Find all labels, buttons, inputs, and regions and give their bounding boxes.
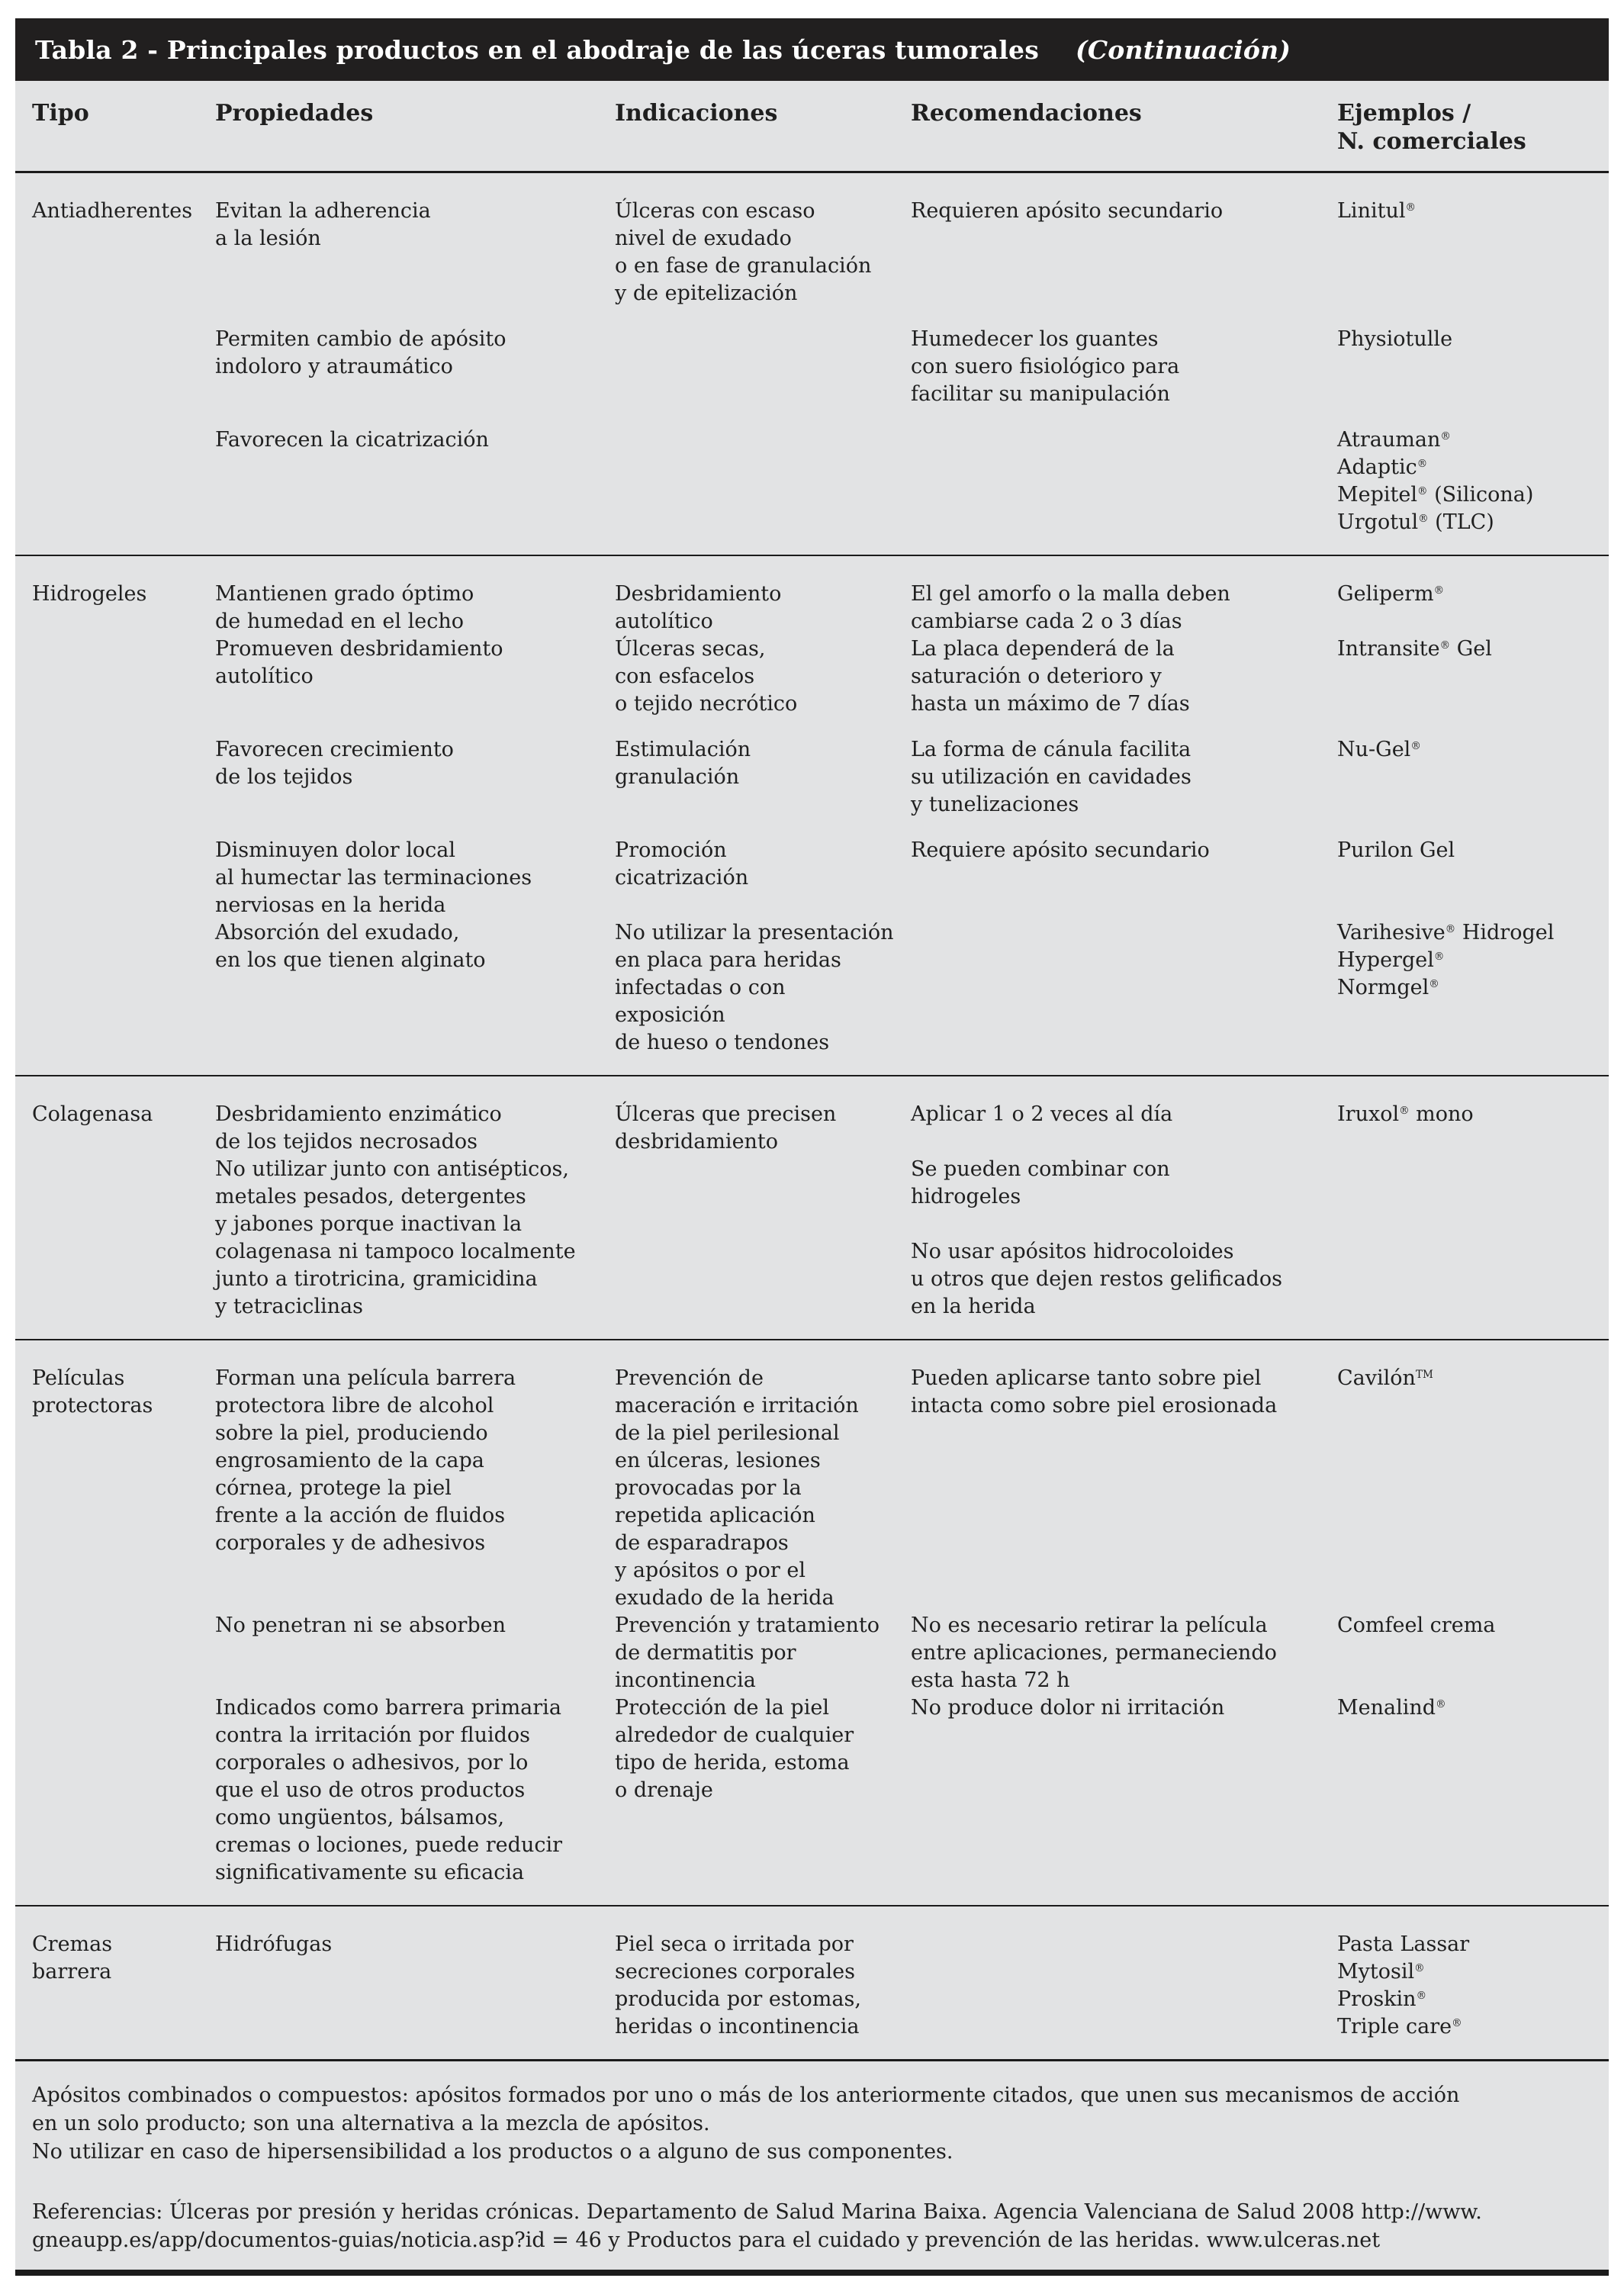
cell-ejemplos: Geliperm® <box>1337 582 1445 606</box>
cell-recomendaciones: Aplicar 1 o 2 veces al día <box>911 1102 1173 1126</box>
cell-propiedades: Disminuyen dolor local al humectar las terminaciones nerviosas en la herida <box>215 838 532 917</box>
cell-ejemplos: Nu-Gel® <box>1337 738 1421 761</box>
cell-propiedades: Desbridamiento enzimático de los tejidos necrosados <box>215 1102 502 1154</box>
cell-propiedades: Mantienen grado óptimo de humedad en el lecho <box>215 582 474 633</box>
cell-ejemplos <box>1337 1156 1609 1321</box>
bottom-rule <box>15 2270 1609 2276</box>
row-type-label: Colagenasa <box>32 1102 153 1126</box>
row-type-label <box>32 919 215 1057</box>
row-type-label <box>32 1694 215 1887</box>
cell-ejemplos: Pasta Lassar Mytosil® Proskin® Triple care® <box>1337 1932 1470 2038</box>
cell-propiedades: Favorecen crecimiento de los tejidos <box>215 738 454 789</box>
cell-propiedades: Promueven desbridamiento autolítico <box>215 637 503 688</box>
cell-propiedades: No utilizar junto con antisépticos, metales pesados, detergentes y jabones porque inactivan la colagenasa ni tampoco localmente junto a tirotricina, gramicidina y tetraciclinas <box>215 1157 576 1318</box>
table-row <box>15 1931 1609 2041</box>
table-body <box>15 173 1609 2061</box>
column-header-propiedades: Propiedades <box>215 100 374 127</box>
row-type-label: Antiadherentes <box>32 199 193 223</box>
row-type-label <box>32 1156 215 1321</box>
cell-propiedades: Forman una película barrera protectora libre de alcohol sobre la piel, produciendo engrosamiento de la capa córnea, protege la piel frente a la acción de fluidos corporales y de adhesivos <box>215 1366 516 1555</box>
cell-indicaciones <box>615 326 911 408</box>
cell-indicaciones: Úlceras con escaso nivel de exudado o en fase de granulación y de epitelización <box>615 199 872 305</box>
cell-recomendaciones: El gel amorfo o la malla deben cambiarse cada 2 o 3 días <box>911 582 1230 633</box>
cell-ejemplos: Comfeel crema <box>1337 1614 1496 1637</box>
table-row <box>15 635 1609 718</box>
table-section-peliculas-protectoras <box>15 1340 1609 1906</box>
cell-indicaciones: Úlceras que precisen desbridamiento <box>615 1102 837 1154</box>
column-header-ejemplos: Ejemplos / N. comerciales <box>1337 100 1526 155</box>
row-type-label: Hidrogeles <box>32 582 147 606</box>
table-row <box>15 426 1609 536</box>
cell-indicaciones <box>615 426 911 536</box>
footnote-hypersensitivity: No utilizar en caso de hipersensibilidad a los productos o a alguno de sus componentes. <box>32 2140 953 2164</box>
row-type-label: Películas protectoras <box>32 1366 153 1417</box>
table-row <box>15 198 1609 307</box>
cell-indicaciones: No utilizar la presentación en placa para heridas infectadas o con exposición de hueso o tendones <box>615 921 894 1054</box>
row-type-label: Cremas barrera <box>32 1932 113 1984</box>
footnote-combined-dressings: Apósitos combinados o compuestos: apósitos formados por uno o más de los anteriormente citados, que unen sus mecanismos de acción en un solo producto; son una alternativa a la mezcla de apósitos. <box>32 2083 1460 2135</box>
table-row <box>15 736 1609 819</box>
cell-recomendaciones <box>911 426 1337 536</box>
row-type-label <box>32 635 215 718</box>
cell-propiedades: Favorecen la cicatrización <box>215 428 489 452</box>
table-section-hidrogeles <box>15 556 1609 1076</box>
table-row <box>15 581 1609 635</box>
cell-recomendaciones: No produce dolor ni irritación <box>911 1696 1225 1720</box>
cell-recomendaciones <box>911 1931 1337 2041</box>
table-section-antiadherentes <box>15 173 1609 556</box>
cell-propiedades: Indicados como barrera primaria contra la irritación por fluidos corporales o adhesivos, por lo que el uso de otros productos como ungüentos, bálsamos, cremas o lociones, puede reducir significativamente su eficacia <box>215 1696 562 1884</box>
table-title-continuation: (Continuación) <box>1076 34 1291 65</box>
cell-recomendaciones: La forma de cánula facilita su utilización en cavidades y tunelizaciones <box>911 738 1191 816</box>
row-type-label <box>32 1612 215 1694</box>
cell-indicaciones: Desbridamiento autolítico <box>615 582 782 633</box>
row-type-label <box>32 837 215 919</box>
table-title: Tabla 2 - Principales productos en el abodraje de las úceras tumorales <box>35 34 1040 65</box>
cell-ejemplos: Menalind® <box>1337 1696 1446 1720</box>
cell-indicaciones: Prevención y tratamiento de dermatitis por incontinencia <box>615 1614 880 1692</box>
table-row <box>15 1694 1609 1887</box>
column-header-indicaciones: Indicaciones <box>615 100 778 127</box>
column-header-tipo: Tipo <box>32 100 89 127</box>
row-type-label <box>32 426 215 536</box>
cell-recomendaciones <box>911 919 1337 1057</box>
cell-recomendaciones: Pueden aplicarse tanto sobre piel intacta como sobre piel erosionada <box>911 1366 1278 1417</box>
cell-ejemplos: Purilon Gel <box>1337 838 1455 862</box>
table-row <box>15 1101 1609 1156</box>
cell-indicaciones <box>615 1156 911 1321</box>
table-row <box>15 1365 1609 1612</box>
cell-ejemplos: Linitul® <box>1337 199 1416 223</box>
column-header-recomendaciones: Recomendaciones <box>911 100 1142 127</box>
cell-ejemplos: Atrauman® Adaptic® Mepitel® (Silicona) Urgotul® (TLC) <box>1337 428 1534 534</box>
table-section-cremas-barrera <box>15 1906 1609 2061</box>
column-header-row <box>15 81 1609 173</box>
cell-propiedades: Hidrófugas <box>215 1932 333 1956</box>
cell-indicaciones: Prevención de maceración e irritación de la piel perilesional en úlceras, lesiones provocadas por la repetida aplicación de esparadrapos y apósitos o por el exudado de la herida <box>615 1366 859 1610</box>
cell-recomendaciones: No es necesario retirar la película entre aplicaciones, permaneciendo esta hasta 72 h <box>911 1614 1277 1692</box>
cell-propiedades: Permiten cambio de apósito indoloro y atraumático <box>215 327 506 378</box>
cell-recomendaciones: La placa dependerá de la saturación o deterioro y hasta un máximo de 7 días <box>911 637 1190 716</box>
cell-ejemplos: Iruxol® mono <box>1337 1102 1474 1126</box>
cell-propiedades: No penetran ni se absorben <box>215 1614 506 1637</box>
cell-indicaciones: Piel seca o irritada por secreciones corporales producida por estomas, heridas o incontinencia <box>615 1932 861 2038</box>
cell-recomendaciones: Requiere apósito secundario <box>911 838 1210 862</box>
table-row <box>15 919 1609 1057</box>
table-row <box>15 1612 1609 1694</box>
table-footnotes <box>15 2061 1609 2270</box>
cell-recomendaciones: Se pueden combinar con hidrogeles No usar apósitos hidrocoloides u otros que dejen restos gelificados en la herida <box>911 1157 1282 1318</box>
cell-propiedades: Absorción del exudado, en los que tienen alginato <box>215 921 486 972</box>
table-row <box>15 837 1609 919</box>
cell-propiedades: Evitan la adherencia a la lesión <box>215 199 431 250</box>
cell-indicaciones: Úlceras secas, con esfacelos o tejido necrótico <box>615 637 798 716</box>
table-row <box>15 1156 1609 1321</box>
table-title-bar <box>15 18 1609 81</box>
row-type-label <box>32 326 215 408</box>
cell-indicaciones: Estimulación granulación <box>615 738 751 789</box>
references: Referencias: Úlceras por presión y heridas crónicas. Departamento de Salud Marina Baixa. Agencia Valenciana de Salud 2008 http://www. gneaupp.es/app/documentos-guias/noticia.asp?id = 46 y Productos para el cuidado y prevención de las heridas. www.ulceras.net <box>32 2200 1482 2252</box>
row-type-label <box>32 736 215 819</box>
cell-indicaciones: Promoción cicatrización <box>615 838 749 890</box>
cell-ejemplos: Physiotulle <box>1337 327 1453 351</box>
cell-indicaciones: Protección de la piel alrededor de cualquier tipo de herida, estoma o drenaje <box>615 1696 854 1802</box>
cell-ejemplos: Cavilón™ <box>1337 1366 1433 1390</box>
table-row <box>15 326 1609 408</box>
cell-ejemplos: Varihesive® Hidrogel Hypergel® Normgel® <box>1337 921 1555 999</box>
table-section-colagenasa <box>15 1076 1609 1340</box>
cell-recomendaciones: Requieren apósito secundario <box>911 199 1224 223</box>
cell-recomendaciones: Humedecer los guantes con suero fisiológico para facilitar su manipulación <box>911 327 1180 406</box>
table-2-principales-productos <box>15 18 1609 2276</box>
cell-ejemplos: Intransite® Gel <box>1337 637 1492 661</box>
